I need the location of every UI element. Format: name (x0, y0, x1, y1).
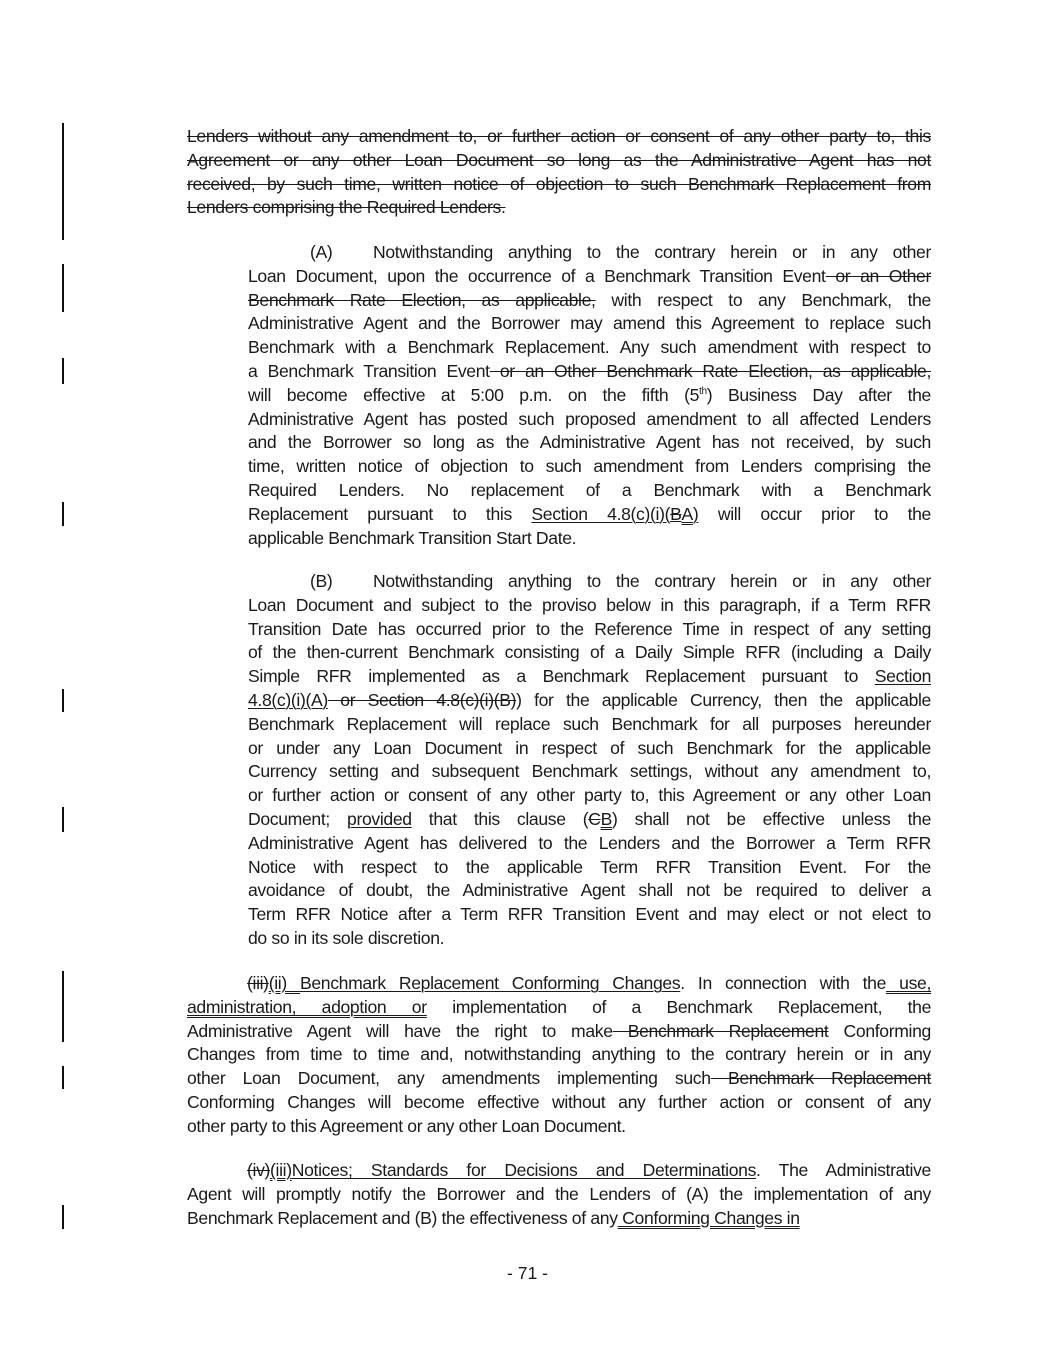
page-number: - 71 - (506, 1263, 549, 1283)
text-run: Administrative Agent and the Borrower may amend this Agreement to replace such (248, 313, 931, 334)
text-run: Changes from time to time and, notwithstanding anything to the contrary herein or in any (187, 1044, 931, 1065)
deleted-text: (iv) (247, 1160, 271, 1180)
text-line (248, 713, 931, 737)
text-line (187, 1020, 931, 1044)
text-line (187, 972, 931, 996)
underlined-text: Benchmark Replacement Conforming Changes (299, 973, 681, 993)
paragraph-label: (A) (310, 242, 333, 262)
deleted-text: received, by such time, written notice of objection to such Benchmark Replacement from (187, 173, 931, 194)
text-line (187, 1091, 931, 1115)
text-line (248, 594, 931, 618)
paragraph-label: (B) (310, 571, 333, 591)
text-run: implementation of a Benchmark Replacement, the (426, 996, 932, 1017)
text-run: or further action or consent of any other party to, this Agreement or any other Loan (248, 785, 931, 806)
underlined-text: ) (692, 503, 699, 524)
text-line (248, 455, 931, 479)
revision-change-bar (62, 807, 64, 832)
text-line (248, 808, 931, 832)
deleted-text: or Section 4.8(c)(i)(B) (327, 689, 517, 710)
deleted-text: Benchmark Rate Election, as applicable, (248, 289, 596, 310)
revision-change-bar (62, 123, 64, 240)
text-run: Benchmark with a Benchmark Replacement. Any such amendment with respect to (248, 337, 931, 358)
underlined-text: 4.8(c)(i)(A) (248, 689, 328, 710)
underlined-text: provided (347, 808, 412, 829)
text-run: ) for the applicable Currency, then the applicable (516, 689, 931, 710)
paragraph-B (248, 570, 931, 951)
text-run: Notwithstanding anything to the contrary herein or in any other (373, 571, 931, 591)
revision-change-bar (62, 264, 64, 312)
text-line (248, 903, 931, 927)
text-run: will become effective at 5:00 p.m. on the fifth (5 (248, 384, 700, 405)
deleted-text: Benchmark Replacement (710, 1068, 931, 1089)
text-line (248, 527, 931, 551)
revision-change-bar (62, 502, 64, 526)
text-line (248, 641, 931, 665)
text-line (248, 665, 931, 689)
text-line (248, 265, 931, 289)
text-line (248, 479, 931, 503)
text-line (248, 927, 931, 951)
text-line (248, 289, 931, 313)
text-run: Benchmark Replacement will replace such Benchmark for all purposes hereunder (248, 713, 931, 734)
text-line (248, 879, 931, 903)
text-line (248, 431, 931, 455)
text-run: . The Administrative (756, 1160, 931, 1180)
text-run: Term RFR Notice after a Term RFR Transition Event and may elect or not elect to (248, 904, 931, 925)
text-line (187, 196, 931, 220)
text-run: Document; (248, 808, 348, 829)
deleted-text: Lenders without any amendment to, or further action or consent of any other party to, this (187, 126, 931, 146)
text-run: Loan Document, upon the occurrence of a Benchmark Transition Event (248, 265, 826, 286)
paragraph-ii-conforming-changes (187, 972, 931, 1139)
inserted-text: use, (886, 973, 931, 993)
superscript: th (699, 385, 707, 397)
text-line (187, 173, 931, 197)
deleted-text: B (670, 503, 682, 524)
text-line (248, 503, 931, 527)
text-run: Simple RFR implemented as a Benchmark Replacement pursuant to (248, 666, 875, 687)
inserted-text: (ii) (268, 973, 300, 993)
text-run: Administrative Agent has delivered to the Lenders and the Borrower a Term RFR (248, 832, 931, 853)
text-run: do so in its sole discretion. (248, 927, 445, 948)
text-line (248, 336, 931, 360)
text-run: Administrative Agent will have the right to make (187, 1020, 613, 1041)
text-line (187, 1043, 931, 1067)
text-line (248, 241, 931, 265)
revision-change-bar (62, 1205, 64, 1229)
text-line (248, 689, 931, 713)
inserted-text: Conforming Changes in (617, 1207, 800, 1228)
inserted-text: A (681, 503, 693, 524)
text-run: . In connection with the (680, 973, 887, 993)
text-run: will occur prior to the (698, 503, 931, 524)
text-run: Loan Document and subject to the proviso below in this paragraph, if a Term RFR (248, 594, 931, 615)
underlined-text: Notices; Standards for Decisions and Determinations (291, 1160, 757, 1180)
text-run: other party to this Agreement or any other Loan Document. (187, 1115, 626, 1136)
text-run: Currency setting and subsequent Benchmark settings, without any amendment to, (248, 761, 931, 782)
text-line (248, 760, 931, 784)
text-run: other Loan Document, any amendments implementing such (187, 1068, 711, 1089)
deleted-text: Lenders comprising the Required Lenders. (187, 197, 506, 218)
text-run: Required Lenders. No replacement of a Benchmark with a Benchmark (248, 479, 931, 500)
text-run: applicable Benchmark Transition Start Date. (248, 527, 577, 548)
text-run: Notice with respect to the applicable Term RFR Transition Event. For the (248, 856, 931, 877)
text-run: Conforming (828, 1020, 931, 1041)
text-line (248, 312, 931, 336)
text-line (248, 737, 931, 761)
text-run: Transition Date has occurred prior to the Reference Time in respect of any setting (248, 618, 931, 639)
text-run: that this clause ( (411, 808, 589, 829)
text-run: Benchmark Replacement and (B) the effectiveness of any (187, 1207, 618, 1228)
text-run: Administrative Agent has posted such proposed amendment to all affected Lenders (248, 408, 931, 429)
revision-change-bar (62, 689, 64, 712)
text-line (187, 1207, 931, 1231)
text-run: Conforming Changes will become effective without any further action or consent of any (187, 1091, 931, 1112)
paragraph-A (248, 241, 931, 550)
inserted-text: administration, adoption or (187, 996, 427, 1017)
text-line (187, 1067, 931, 1091)
text-line (248, 570, 931, 594)
text-line (248, 408, 931, 432)
revision-change-bar (62, 971, 64, 1042)
deleted-text: (iii) (247, 973, 269, 993)
underlined-text: Section (874, 666, 931, 687)
text-line (187, 1159, 931, 1183)
text-line (187, 149, 931, 173)
text-run: ) Business Day after the (706, 384, 931, 405)
text-run: time, written notice of objection to such amendment from Lenders comprising the (248, 456, 931, 477)
text-line (187, 125, 931, 149)
paragraph-iii-notices (187, 1159, 931, 1230)
text-line (248, 856, 931, 880)
text-line (187, 1115, 931, 1139)
text-run: Notwithstanding anything to the contrary herein or in any other (373, 242, 931, 262)
deleted-text: Benchmark Replacement (612, 1020, 829, 1041)
text-line (248, 360, 931, 384)
revision-change-bar (62, 358, 64, 384)
text-line (187, 996, 931, 1020)
underlined-text: Section 4.8(c)(i)( (531, 503, 671, 524)
deleted-text: or an Other Benchmark Rate Election, as applicable, (489, 360, 931, 381)
text-run: of the then-current Benchmark consisting of a Daily Simple RFR (including a Daily (248, 642, 931, 663)
text-line (248, 618, 931, 642)
text-line (248, 384, 931, 408)
text-run: or under any Loan Document in respect of such Benchmark for the applicable (248, 737, 931, 758)
deleted-text: or an Other (825, 265, 931, 286)
text-run: and the Borrower so long as the Administrative Agent has not received, by such (248, 432, 931, 453)
text-run: Agent will promptly notify the Borrower and the Lenders of (A) the implementation of any (187, 1183, 931, 1204)
inserted-text: B (600, 808, 613, 829)
struck-intro-paragraph (187, 125, 931, 220)
text-line (248, 832, 931, 856)
text-run: ) shall not be effective unless the (612, 808, 932, 829)
text-run: Replacement pursuant to this (248, 503, 532, 524)
text-run: avoidance of doubt, the Administrative Agent shall not be required to deliver a (248, 880, 931, 901)
text-line (248, 784, 931, 808)
text-run: with respect to any Benchmark, the (595, 289, 931, 310)
inserted-text: (iii) (270, 1160, 292, 1180)
text-run: a Benchmark Transition Event (248, 360, 490, 381)
deleted-text: Agreement or any other Loan Document so long as the Administrative Agent has not (187, 149, 931, 170)
text-line (187, 1183, 931, 1207)
revision-change-bar (62, 1066, 64, 1089)
deleted-text: C (588, 808, 601, 829)
